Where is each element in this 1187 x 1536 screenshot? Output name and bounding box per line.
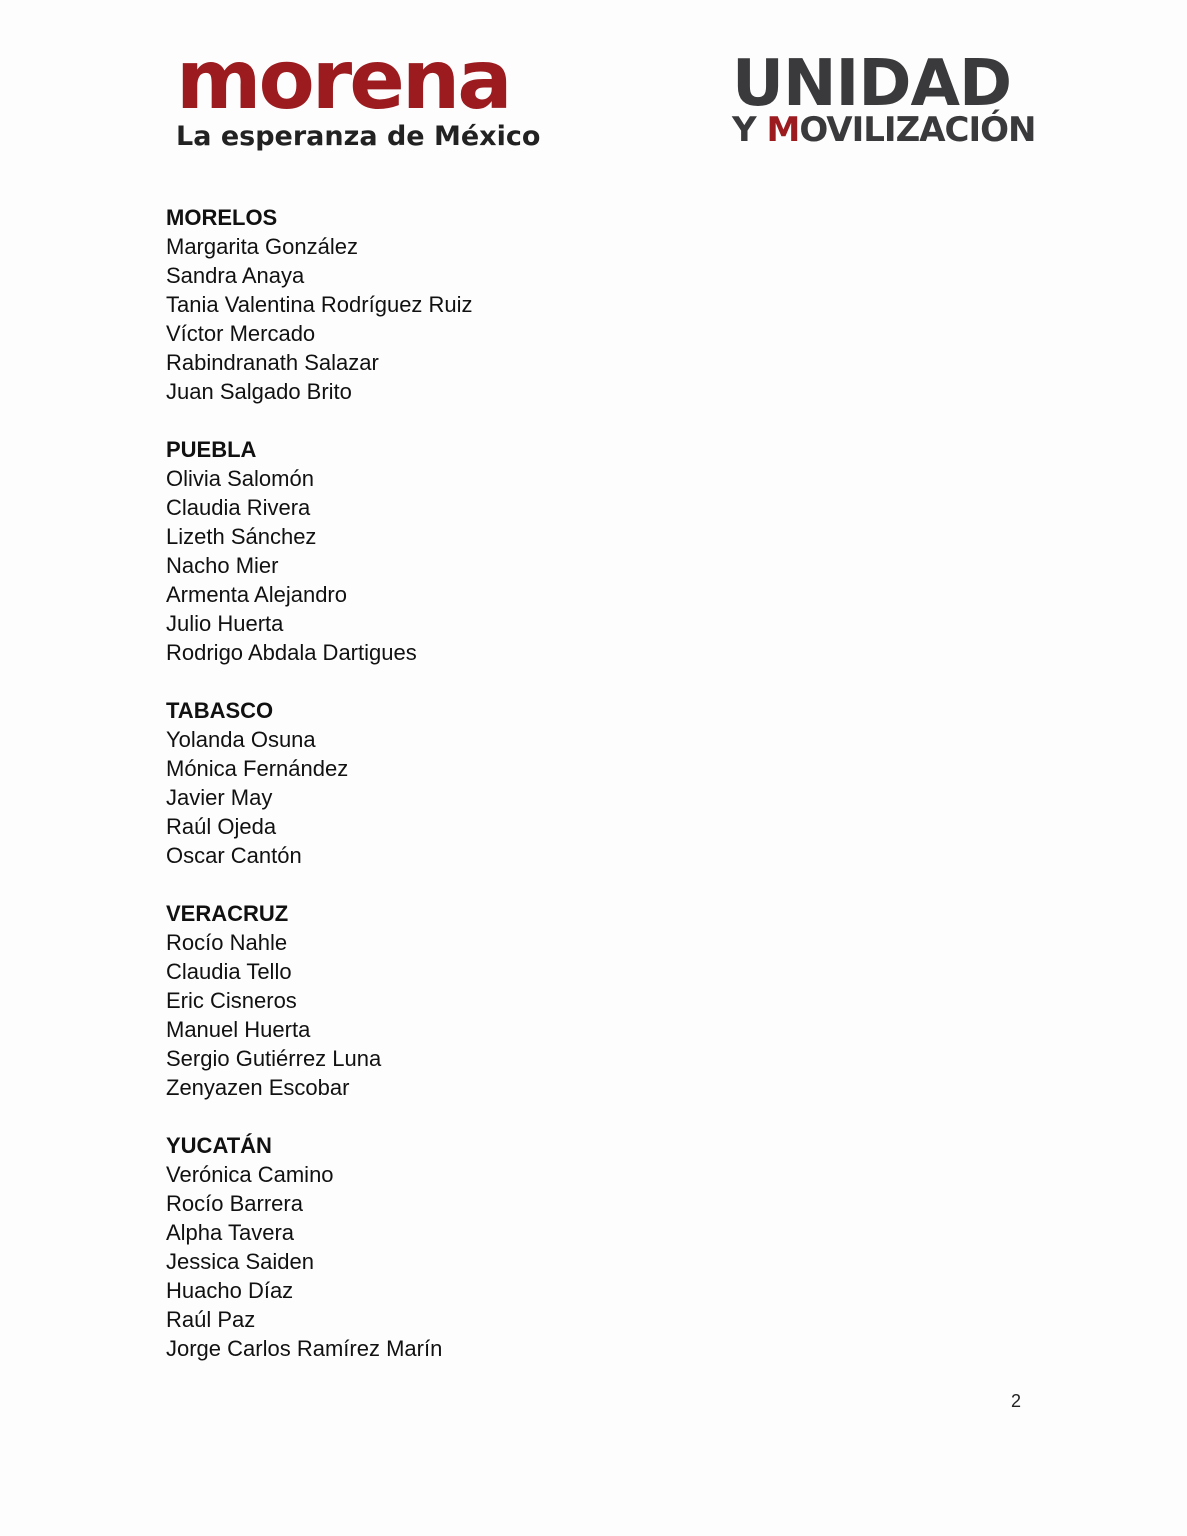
- morena-logo-tagline: La esperanza de México: [176, 121, 541, 152]
- person-name: Claudia Rivera: [166, 495, 311, 520]
- person-name: Tania Valentina Rodríguez Ruiz: [166, 292, 473, 317]
- person-name: Rodrigo Abdala Dartigues: [166, 640, 417, 665]
- person-name: Claudia Tello: [166, 959, 292, 984]
- person-name: Huacho Díaz: [166, 1278, 294, 1303]
- movilizacion-rest: OVILIZACIÓN: [799, 110, 1036, 150]
- unidad-movilizacion-logo: [732, 47, 1042, 150]
- person-name: Manuel Huerta: [166, 1017, 311, 1042]
- state-section: [166, 435, 866, 667]
- person-name: Margarita González: [166, 234, 358, 259]
- page-number: 2: [1011, 1391, 1022, 1411]
- person-name: Verónica Camino: [166, 1162, 334, 1187]
- person-name: Raúl Ojeda: [166, 814, 277, 839]
- person-name: Mónica Fernández: [166, 756, 349, 781]
- state-section: [166, 696, 866, 870]
- state-heading: YUCATÁN: [166, 1133, 272, 1158]
- person-name: Olivia Salomón: [166, 466, 314, 491]
- movilizacion-accent-letter: M: [766, 110, 800, 150]
- person-name: Jorge Carlos Ramírez Marín: [166, 1336, 443, 1361]
- state-heading: PUEBLA: [166, 437, 257, 462]
- state-section: [166, 1131, 866, 1363]
- person-name: Yolanda Osuna: [166, 727, 316, 752]
- person-name: Alpha Tavera: [166, 1220, 295, 1245]
- person-name: Sandra Anaya: [166, 263, 305, 288]
- person-name: Rocío Nahle: [166, 930, 288, 955]
- person-name: Nacho Mier: [166, 553, 279, 578]
- movilizacion-logo-line: [732, 112, 1042, 148]
- person-name: Rabindranath Salazar: [166, 350, 379, 375]
- state-section: [166, 203, 866, 406]
- person-name: Julio Huerta: [166, 611, 284, 636]
- morena-logo: [176, 33, 546, 152]
- unidad-logo-word: UNIDAD: [732, 47, 1012, 121]
- person-name: Raúl Paz: [166, 1307, 256, 1332]
- person-name: Armenta Alejandro: [166, 582, 347, 607]
- state-section: [166, 899, 866, 1102]
- movilizacion-prefix: Y: [732, 110, 767, 150]
- person-name: Zenyazen Escobar: [166, 1075, 350, 1100]
- person-name: Sergio Gutiérrez Luna: [166, 1046, 382, 1071]
- person-name: Oscar Cantón: [166, 843, 302, 868]
- person-name: Eric Cisneros: [166, 988, 297, 1013]
- person-name: Lizeth Sánchez: [166, 524, 317, 549]
- person-name: Víctor Mercado: [166, 321, 316, 346]
- state-heading: VERACRUZ: [166, 901, 289, 926]
- state-heading: MORELOS: [166, 205, 278, 230]
- person-name: Juan Salgado Brito: [166, 379, 352, 404]
- state-heading: TABASCO: [166, 698, 274, 723]
- person-name: Javier May: [166, 785, 273, 810]
- state-list: [166, 203, 866, 1392]
- person-name: Jessica Saiden: [166, 1249, 314, 1274]
- person-name: Rocío Barrera: [166, 1191, 303, 1216]
- morena-logo-word: morena: [176, 33, 510, 128]
